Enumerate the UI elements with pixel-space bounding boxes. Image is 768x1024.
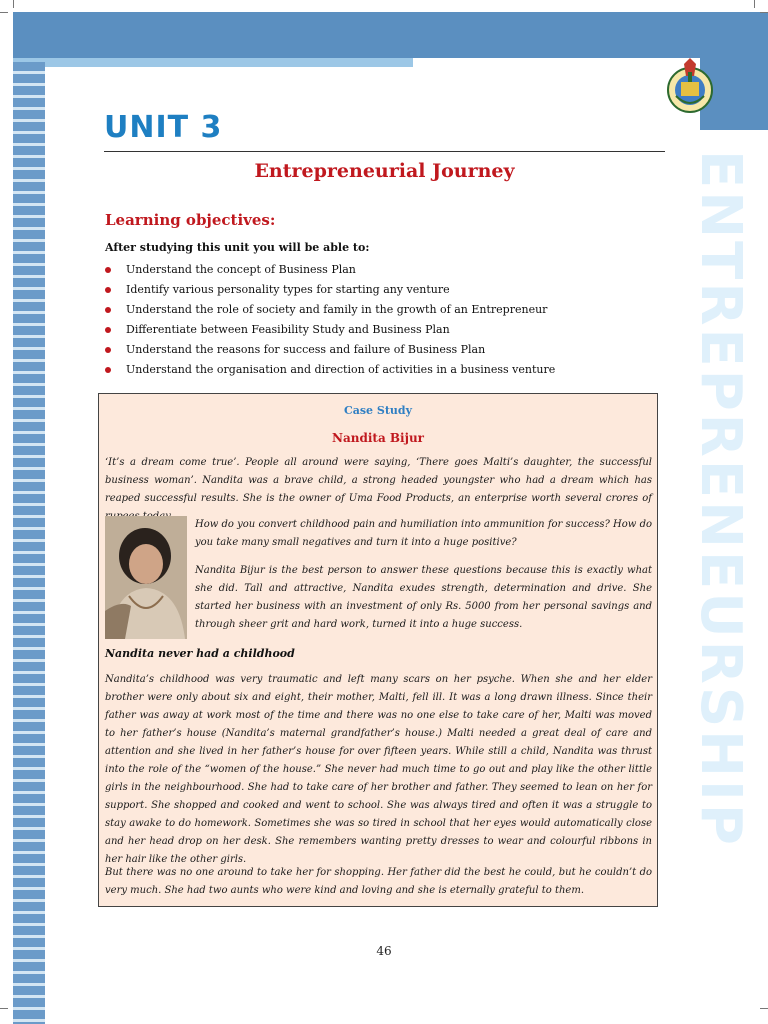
objective-text: Identify various personality types for starting any venture [126, 283, 450, 296]
case-subheading: Nandita never had a childhood [105, 647, 295, 660]
top-header-band [13, 12, 768, 58]
chapter-title: Entrepreneurial Journey [254, 160, 515, 182]
case-closing-paragraph: But there was no one around to take her for shopping. Her father did the best he could, but he couldn’t do very much. She had two aunts who were kind and loving and she is eternally grateful to them. [105, 867, 652, 896]
objective-item [105, 322, 675, 342]
crop-mark [754, 0, 755, 8]
learning-objectives-intro: After studying this unit you will be able to: [105, 241, 370, 254]
crop-mark [760, 12, 768, 13]
bullet-icon [105, 267, 111, 273]
portrait-photo-icon [105, 516, 187, 639]
case-study-box [98, 393, 658, 907]
objectives-list [105, 262, 675, 382]
case-question-paragraph: How do you convert childhood pain and humiliation into ammunition for success? How do you take many small negatives and turn it into a huge positive? [195, 519, 652, 548]
learning-objectives-heading: Learning objectives: [105, 211, 276, 229]
left-striped-margin [13, 62, 45, 1024]
objective-text: Understand the organisation and direction of activities in a business venture [126, 363, 556, 376]
objective-text: Understand the role of society and family in the growth of an Entrepreneur [126, 303, 548, 316]
objective-text: Differentiate between Feasibility Study and Business Plan [126, 323, 450, 336]
objective-item [105, 282, 675, 302]
crop-mark [760, 1008, 768, 1009]
case-intro-paragraph: ‘It’s a dream come true’. People all around were saying, ‘There goes Malti’s daughter, the successful business woman’. Nandita was a brave child, a strong headed youngster who had a dream which has reaped successful results. She is the owner of Uma Food Products, an enterprise worth several crores of [105, 457, 652, 504]
board-emblem-icon [664, 56, 716, 116]
objective-text: Understand the reasons for success and failure of Business Plan [126, 343, 486, 356]
objective-item [105, 362, 675, 382]
bullet-icon [105, 367, 111, 373]
bullet-icon [105, 307, 111, 313]
case-childhood-paragraph: Nandita’s childhood was very traumatic and left many scars on her psyche. When she and her elder brother were only about six and eight, their mother, Malti, fell ill. It was a long drawn illness. Since their father was away at work most of the time and there was no one else to take care of her, Malti was moved to her father’s house (Nandita’s maternal grandfather’s house.) Malti needed a great deal of care and attention and she lived in her father’s house for over fifteen years. While still a child, Nandita was thrust into the role of the “women of the house.” She never had much time to go out and play like the other little girls in the neighbourhood. She had to take care of her brother and father. They seemed to lean on her for support. She shopped and cooked and went to school. She was always tired and often it was a struggle to stay awake to do homework. Sometimes she was so tired in school that her eyes would automatically close and her head drop on her desk. She remembers wanting pretty dresses to wear and colourful ribbons in her hair like the other girls. [105, 674, 652, 865]
objective-item [105, 302, 675, 322]
case-study-label: Case Study [343, 404, 412, 417]
unit-label: UNIT 3 [104, 110, 223, 145]
objective-text: Understand the concept of Business Plan [126, 263, 356, 276]
case-study-name: Nandita Bijur [331, 431, 424, 445]
crop-mark [0, 12, 8, 13]
page-number: 46 [376, 944, 392, 958]
bullet-icon [105, 347, 111, 353]
crop-mark [0, 1008, 8, 1009]
bullet-icon [105, 287, 111, 293]
right-header-band [742, 12, 768, 130]
title-divider [104, 151, 665, 152]
case-answer-paragraph: Nandita Bijur is the best person to answer these questions because this is exactly what she did. Tall and attractive, Nandita exudes strength, determination and drive. She started her business with an investment of only Rs. 5000 from her personal savings and through sheer grit and hard work, turned it into a huge success. [195, 565, 652, 630]
objective-item [105, 342, 675, 362]
bullet-icon [105, 327, 111, 333]
objective-item [105, 262, 675, 282]
side-title: ENTREPRENEURSHIP [688, 150, 753, 848]
crop-mark [13, 0, 14, 8]
top-header-accent [13, 58, 413, 67]
